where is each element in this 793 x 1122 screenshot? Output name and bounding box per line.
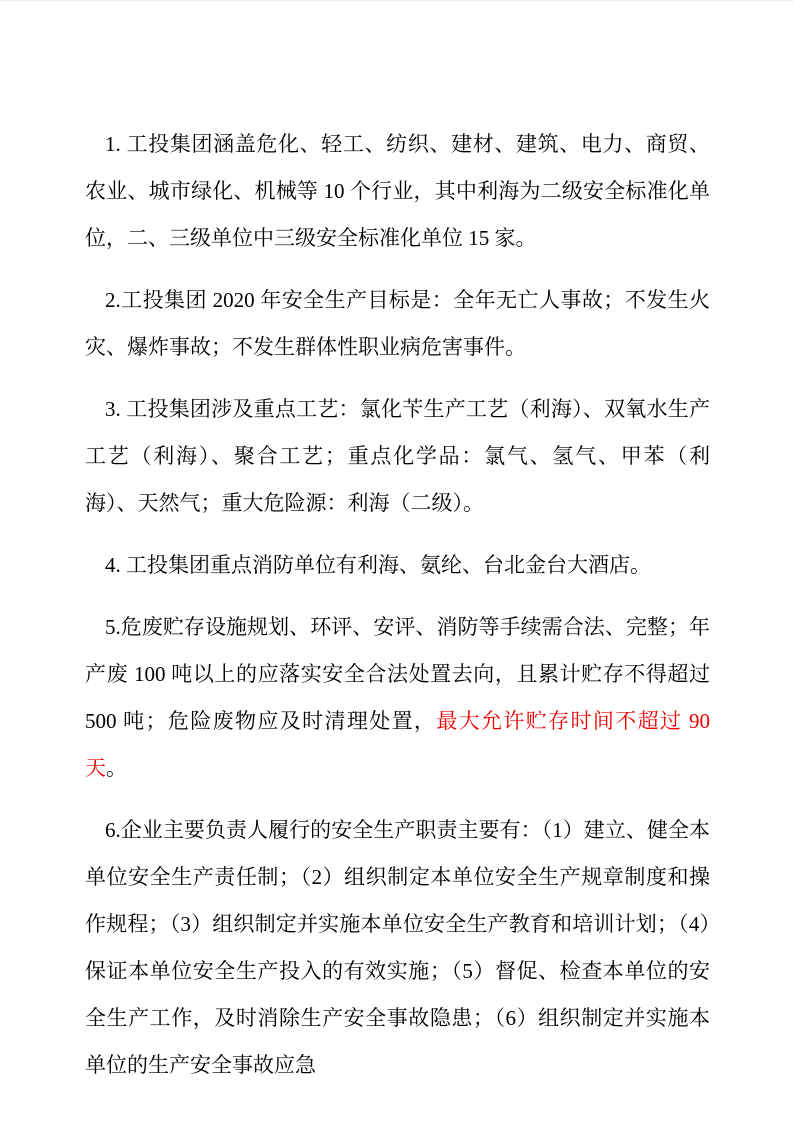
paragraph-1-text: 1. 工投集团涵盖危化、轻工、纺织、建材、建筑、电力、商贸、农业、城市绿化、机械等 10 个行业，其中利海为二级安全标准化单位，二、三级单位中三级安全标准化单位 15 家。 xyxy=(85,132,710,250)
paragraph-5-text-trail: 。 xyxy=(106,756,127,780)
paragraph-3-text: 3. 工投集团涉及重点工艺：氯化苄生产工艺（利海）、双氧水生产工艺（利海）、聚合工艺；重点化学品：氯气、氢气、甲苯（利海）、天然气；重大危险源：利海（二级）。 xyxy=(85,397,710,515)
paragraph-6-text: 6.企业主要负责人履行的安全生产职责主要有：（1）建立、健全本单位安全生产责任制；（2）组织制定本单位安全生产规章制度和操作规程；（3）组织制定并实施本单位安全生产教育和培训计划；（4）保证本单位安全生产投入的有效实施；（5）督促、检查本单位的安全生产工作，及时消除生产安全事故隐患；（6）组织制定并实施本单位的生产安全事故应急 xyxy=(85,818,710,1077)
paragraph-4-text: 4. 工投集团重点消防单位有利海、氨纶、台北金台大酒店。 xyxy=(105,553,651,577)
paragraph-6 xyxy=(85,807,710,1089)
paragraph-2 xyxy=(85,277,710,371)
paragraph-4 xyxy=(85,542,710,589)
document-body xyxy=(85,121,710,1089)
paragraph-5 xyxy=(85,604,710,792)
paragraph-1 xyxy=(85,121,710,262)
paragraph-2-text: 2.工投集团 2020 年安全生产目标是：全年无亡人事故；不发生火灾、爆炸事故；不发生群体性职业病危害事件。 xyxy=(85,288,710,359)
paragraph-5-red-emphasis-text: 最大允许贮存时间不超过 90 天 xyxy=(85,709,711,780)
paragraph-3 xyxy=(85,386,710,527)
paragraph-5-text-lead: 5.危废贮存设施规划、环评、安评、消防等手续需合法、完整；年产废 100 吨以上的应落实安全合法处置去向，且累计贮存不得超过 500 吨；危险废物应及时清理处置， xyxy=(85,615,710,733)
